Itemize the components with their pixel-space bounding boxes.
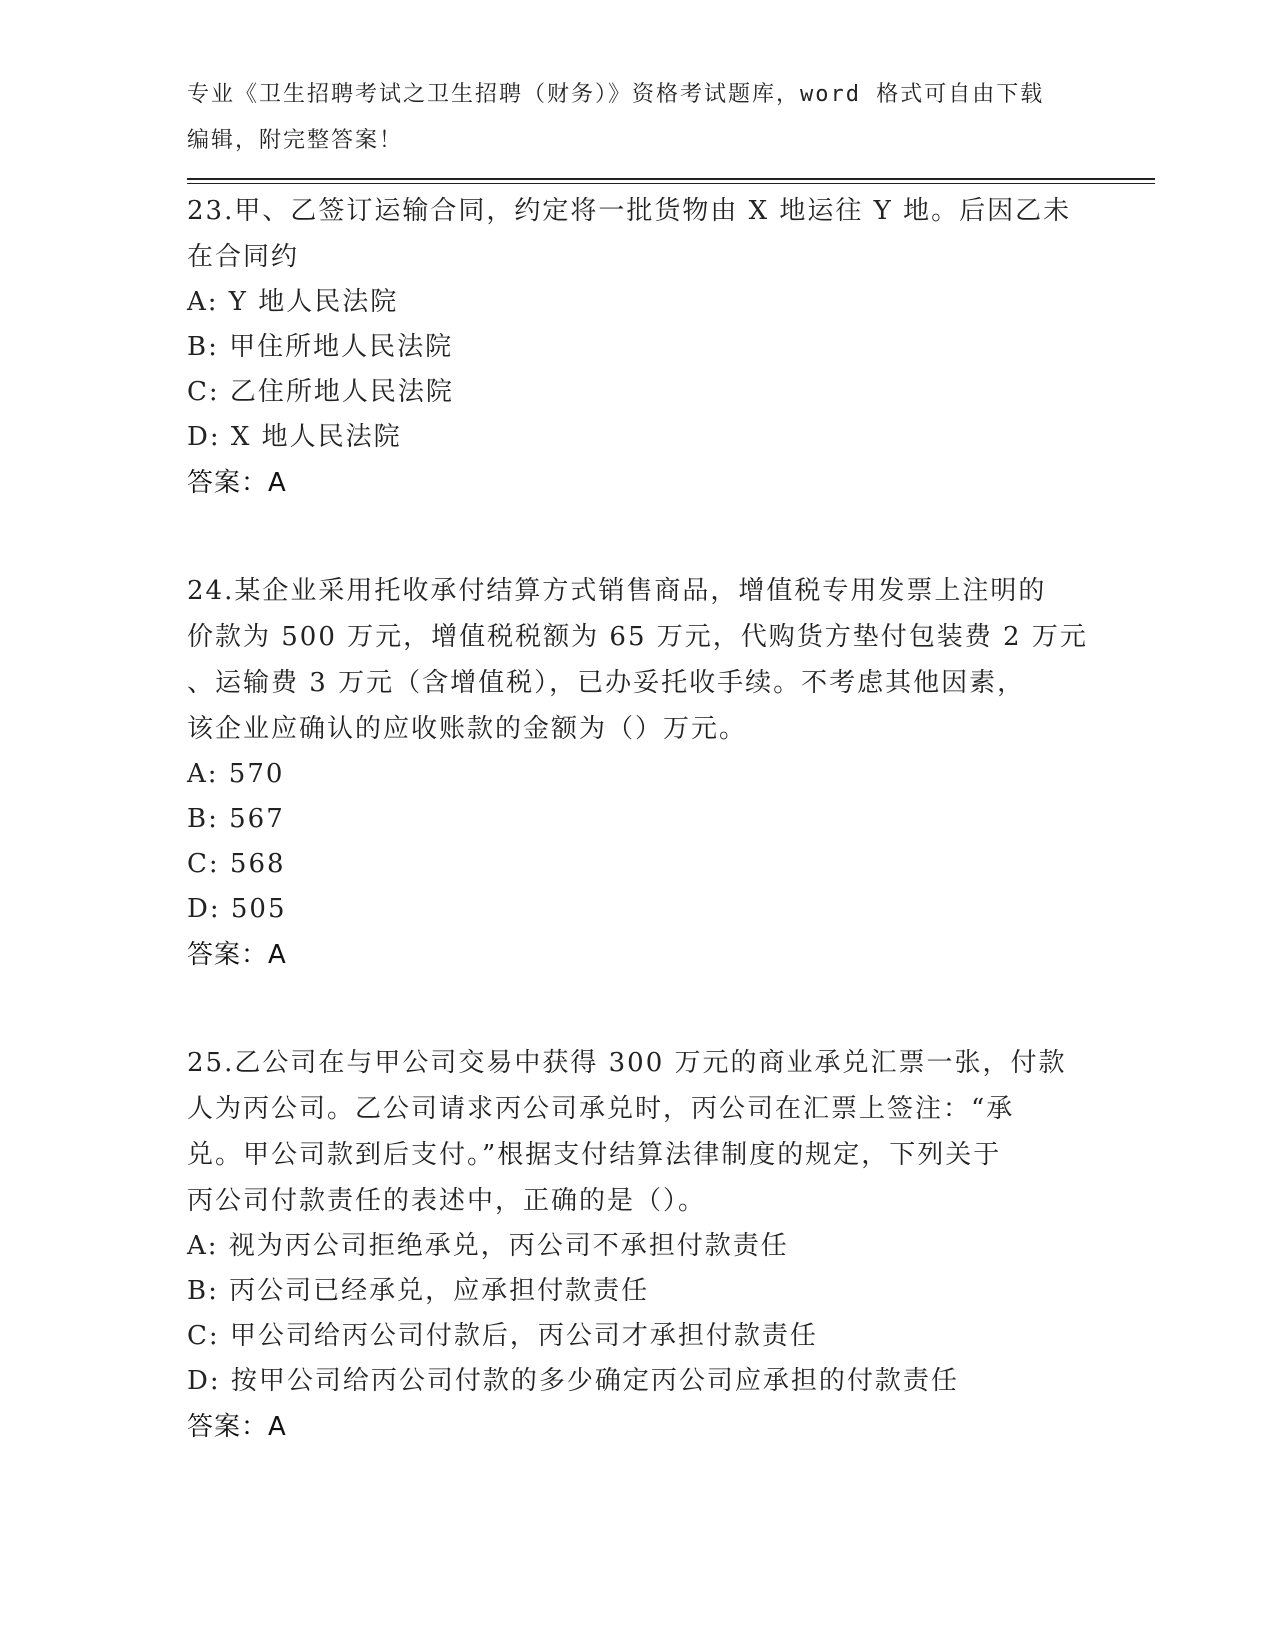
question-text: 该企业应确认的应收账款的金额为（）万元。 (187, 714, 748, 744)
option-c: C: 568 (187, 849, 286, 879)
question-list (187, 188, 1087, 1512)
answer: 答案：A (187, 1412, 287, 1442)
question-text: 25.乙公司在与甲公司交易中获得 300 万元的商业承兑汇票一张，付款 (187, 1048, 1067, 1078)
option-c: C: 乙住所地人民法院 (187, 377, 454, 407)
header-line: 编辑，附完整答案！ (187, 128, 404, 153)
question-text: 在合同约 (187, 242, 300, 272)
answer: 答案：A (187, 468, 287, 498)
option-d: D: 505 (187, 894, 287, 924)
option-c: C: 甲公司给丙公司付款后，丙公司才承担付款责任 (187, 1321, 818, 1351)
answer: 答案：A (187, 940, 287, 970)
option-b: B: 丙公司已经承兑，应承担付款责任 (187, 1276, 650, 1306)
option-d: D: 按甲公司给丙公司付款的多少确定丙公司应承担的付款责任 (187, 1366, 959, 1396)
question-text: 价款为 500 万元，增值税税额为 65 万元，代购货方垫付包装费 2 万元 (187, 622, 1088, 652)
option-a: A: Y 地人民法院 (187, 287, 399, 317)
header-divider-thin (187, 183, 1155, 184)
option-b: B: 567 (187, 804, 285, 834)
question-text: 丙公司付款责任的表述中，正确的是（）。 (187, 1186, 707, 1216)
question-text: 兑。甲公司款到后支付。”根据支付结算法律制度的规定，下列关于 (187, 1140, 1002, 1170)
question-25 (187, 1040, 1087, 1450)
question-text: 人为丙公司。乙公司请求丙公司承兑时，丙公司在汇票上签注：“承 (187, 1094, 1015, 1124)
question-24 (187, 568, 1087, 978)
question-23 (187, 188, 1087, 506)
option-d: D: X 地人民法院 (187, 422, 402, 452)
option-a: A: 视为丙公司拒绝承兑，丙公司不承担付款责任 (187, 1231, 789, 1261)
question-text: 、运输费 3 万元（含增值税），已办妥托收手续。不考虑其他因素， (187, 668, 1026, 698)
question-text: 24.某企业采用托收承付结算方式销售商品，增值税专用发票上注明的 (187, 576, 1047, 606)
document-header (187, 72, 1067, 164)
header-divider (187, 178, 1155, 180)
question-text: 23.甲、乙签订运输合同，约定将一批货物由 X 地运往 Y 地。后因乙未 (187, 196, 1072, 226)
option-b: B: 甲住所地人民法院 (187, 332, 454, 362)
header-line: 专业《卫生招聘考试之卫生招聘（财务）》资格考试题库，word 格式可自由下载 (187, 82, 1045, 107)
option-a: A: 570 (187, 759, 285, 789)
